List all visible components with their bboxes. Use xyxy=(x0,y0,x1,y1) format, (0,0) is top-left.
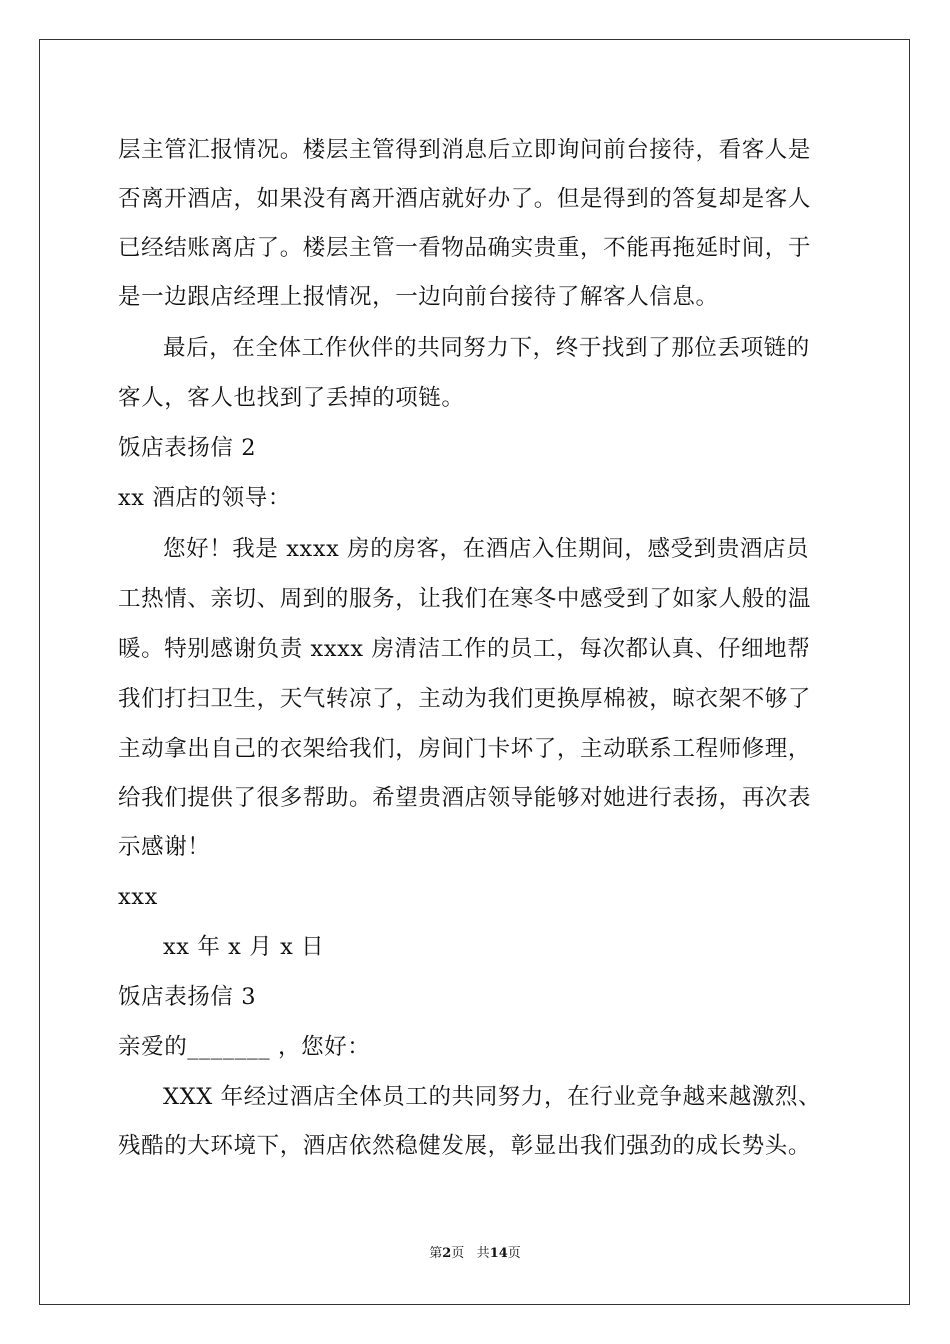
salutation: xx 酒店的领导： xyxy=(118,485,291,511)
paragraph-line: 否离开酒店，如果没有离开酒店就好办了。但是得到的答复却是客人 xyxy=(118,186,812,212)
page-border xyxy=(39,39,910,1305)
page-footer xyxy=(0,1245,950,1263)
total-pages-number: 14 xyxy=(489,1246,508,1261)
paragraph-line: XXX 年经过酒店全体员工的共同努力，在行业竞争越来越激烈、 xyxy=(163,1084,822,1110)
section-heading: 饭店表扬信 3 xyxy=(118,984,257,1010)
paragraph-line: 最后，在全体工作伙伴的共同努力下，终于找到了那位丢项链的 xyxy=(163,335,810,361)
paragraph-line: 是一边跟店经理上报情况，一边向前台接待了解客人信息。 xyxy=(118,284,719,310)
paragraph-line: 您好！我是 xxxx 房的房客，在酒店入住期间，感受到贵酒店员 xyxy=(163,536,810,562)
paragraph-line: 给我们提供了很多帮助。希望贵酒店领导能够对她进行表扬，再次表 xyxy=(118,785,812,811)
paragraph-line: 我们打扫卫生，天气转凉了，主动为我们更换厚棉被，晾衣架不够了 xyxy=(118,686,812,712)
signature: xxx xyxy=(118,884,158,910)
paragraph-line: 暖。特别感谢负责 xxxx 房清洁工作的员工，每次都认真、仔细地帮 xyxy=(118,636,811,662)
paragraph-line: 工热情、亲切、周到的服务，让我们在寒冬中感受到了如家人般的温 xyxy=(118,586,812,612)
total-label-prefix: 共 xyxy=(476,1246,490,1261)
salutation: 亲爱的_______ ，您好： xyxy=(118,1034,371,1060)
current-page-number: 2 xyxy=(442,1246,452,1261)
paragraph-line: 残酷的大环境下，酒店依然稳健发展，彰显出我们强劲的成长势头。 xyxy=(118,1133,812,1159)
page-label-suffix: 页 xyxy=(451,1246,465,1261)
paragraph-line: 层主管汇报情况。楼层主管得到消息后立即询问前台接待，看客人是 xyxy=(118,137,812,163)
paragraph-line: 已经结账离店了。楼层主管一看物品确实贵重，不能再拖延时间，于 xyxy=(118,235,812,261)
date-line: xx 年 x 月 x 日 xyxy=(163,934,325,960)
paragraph-line: 主动拿出自己的衣架给我们，房间门卡坏了，主动联系工程师修理， xyxy=(118,736,812,762)
page-label-prefix: 第 xyxy=(429,1246,443,1261)
total-label-suffix: 页 xyxy=(507,1246,521,1261)
section-heading: 饭店表扬信 2 xyxy=(118,435,257,461)
paragraph-line: 客人，客人也找到了丢掉的项链。 xyxy=(118,385,465,411)
paragraph-line: 示感谢！ xyxy=(118,834,211,860)
